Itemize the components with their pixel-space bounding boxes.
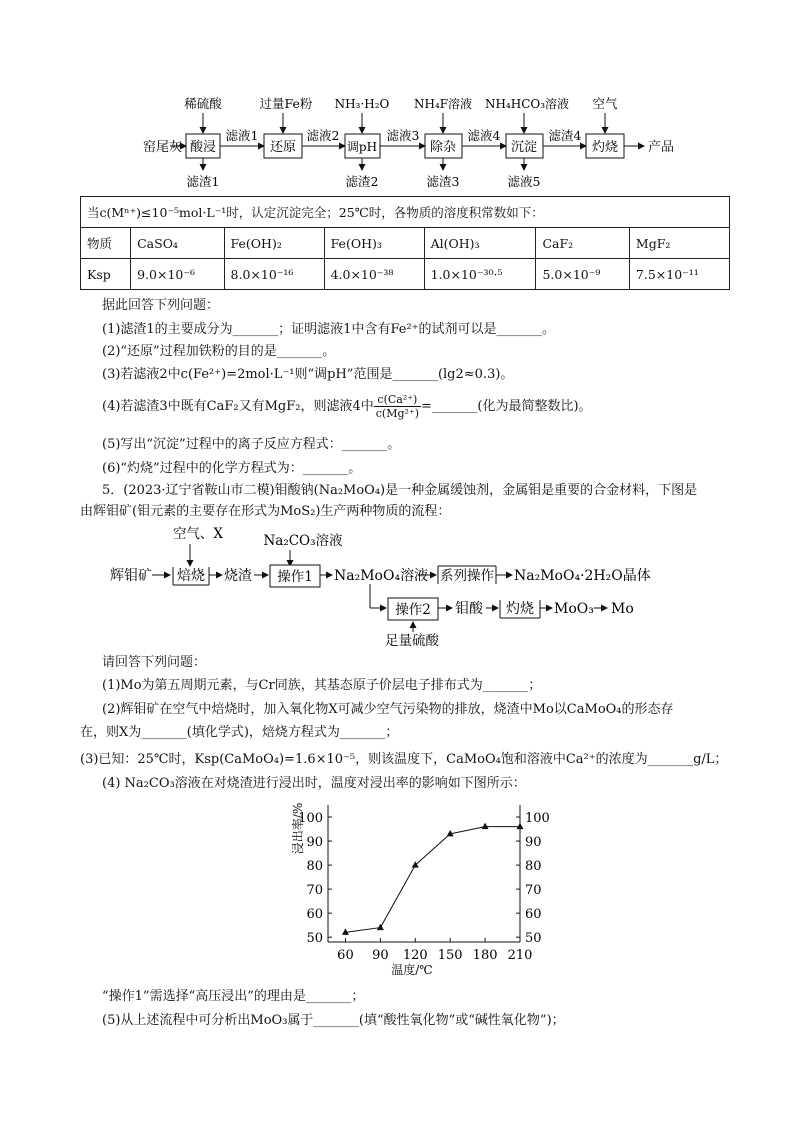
flow2-moo3: MoO₃ bbox=[554, 601, 594, 617]
flow1-start: 窑尾灰 bbox=[143, 140, 183, 155]
flow2-start: 辉钼矿 bbox=[110, 568, 152, 584]
flow1-reagent-6: 空气 bbox=[592, 96, 618, 111]
x-axis-label: 温度/℃ bbox=[391, 963, 433, 977]
data-point bbox=[482, 823, 489, 830]
flow2-reagent-na2co3: Na₂CO₃溶液 bbox=[263, 533, 343, 549]
y-tick-label-right: 90 bbox=[525, 835, 542, 851]
y-tick-label-left: 90 bbox=[306, 835, 323, 851]
svg-text:灼烧: 灼烧 bbox=[506, 601, 534, 617]
ratio-fraction: $\frac{\text{c(Ca²⁺)}}{\text{c(Mg²⁺)}}$ bbox=[375, 393, 420, 420]
q4-question-2: (2)“还原”过程加铁粉的目的是_______。 bbox=[102, 344, 336, 359]
flowchart-1 bbox=[0, 88, 800, 198]
flow2-box-burn bbox=[500, 600, 540, 618]
x-tick-label: 150 bbox=[437, 948, 463, 963]
y-tick-label-left: 70 bbox=[306, 883, 323, 899]
y-tick-label-right: 60 bbox=[525, 907, 542, 923]
flow2-mo: Mo bbox=[611, 601, 634, 617]
flow2-solution: Na₂MoO₄溶液 bbox=[334, 568, 429, 584]
y-tick-label-left: 50 bbox=[306, 931, 323, 947]
y-tick-label-left: 60 bbox=[306, 907, 323, 923]
table-caption: 当c(Mⁿ⁺)≤10⁻⁵mol·L⁻¹时，认定沉淀完全；25℃时，各物质的溶度积常数如下： bbox=[81, 197, 730, 228]
q4-question-1: (1)滤渣1的主要成分为_______；证明滤液1中含有Fe²⁺的试剂可以是_______。 bbox=[102, 322, 556, 337]
flow1-filtrate-2: 滤液2 bbox=[306, 128, 340, 143]
x-tick-label: 120 bbox=[402, 948, 428, 963]
series-line bbox=[345, 827, 520, 933]
flow2-reagent-air-x: 空气、X bbox=[172, 526, 224, 542]
q5-question-2a: (2)辉钼矿在空气中焙烧时，加入氧化物X可减少空气污染物的排放，烧渣中Mo以CaMoO₄的形态存 bbox=[102, 702, 674, 717]
leach-rate-chart bbox=[280, 795, 570, 990]
x-tick-label: 90 bbox=[372, 948, 389, 963]
data-point bbox=[517, 823, 524, 830]
problem5-line-1: 5．(2023·辽宁省鞍山市二模)钼酸钠(Na₂MoO₄)是一种金属缓蚀剂，金属钼是重要的合金材料，下图是 bbox=[102, 483, 698, 498]
q4-question-5: (5)写出“沉淀”过程中的离子反应方程式：_______。 bbox=[102, 437, 401, 452]
flow1-residue-1: 滤渣1 bbox=[186, 174, 220, 189]
flow1-box-precipitate bbox=[506, 134, 543, 158]
flow1-box-ph bbox=[345, 134, 380, 158]
flow2-box-series bbox=[438, 566, 496, 584]
x-tick-label: 210 bbox=[507, 948, 533, 963]
svg-text:焙烧: 焙烧 bbox=[177, 568, 205, 584]
flow1-filtrate-1: 滤液1 bbox=[225, 128, 259, 143]
y-tick-label-left: 80 bbox=[306, 859, 323, 875]
q5-question-2b: 在，则X为_______(填化学式)，焙烧方程式为_______； bbox=[80, 725, 399, 740]
flowchart-2 bbox=[0, 520, 800, 650]
flow1-reagent-1: 稀硫酸 bbox=[184, 96, 222, 111]
flow1-box-impurity bbox=[425, 134, 462, 158]
flow2-box-op1 bbox=[270, 565, 320, 587]
flow2-box-roast bbox=[173, 567, 209, 585]
q5-question-3: (3)已知：25℃时，Ksp(CaMoO₄)=1.6×10⁻⁵，则该温度下，CaMoO₄饱和溶液中Ca²⁺的浓度为_______g/L； bbox=[80, 752, 728, 767]
ksp-table bbox=[80, 196, 730, 290]
y-tick-label-right: 70 bbox=[525, 883, 542, 899]
svg-text:系列操作: 系列操作 bbox=[440, 568, 494, 584]
table-row: 物质 CaSO₄ Fe(OH)₂ Fe(OH)₃ Al(OH)₃ CaF₂ MgF₂ bbox=[81, 228, 730, 259]
y-tick-label-left: 100 bbox=[298, 811, 323, 827]
svg-text:操作1: 操作1 bbox=[277, 569, 313, 585]
flow1-box-burn bbox=[586, 134, 624, 158]
svg-text:灼烧: 灼烧 bbox=[591, 140, 619, 155]
flow1-filtrate-3: 滤液3 bbox=[386, 128, 420, 143]
x-tick-label: 60 bbox=[337, 948, 354, 963]
flow1-filtrate-4: 滤液4 bbox=[467, 128, 501, 143]
flow2-bottom-reagent: 足量硫酸 bbox=[385, 633, 439, 649]
flow1-reagent-3: NH₃·H₂O bbox=[334, 97, 390, 111]
data-point bbox=[377, 924, 384, 931]
flow1-end: 产品 bbox=[648, 140, 675, 155]
q4-question-3: (3)若滤液2中c(Fe²⁺)=2mol·L⁻¹则“调pH”范围是_______(lg2≈0.3)。 bbox=[102, 367, 514, 382]
q5-question-1: (1)Mo为第五周期元素，与Cr同族，其基态原子价层电子排布式为_______； bbox=[102, 678, 542, 693]
svg-text:沉淀: 沉淀 bbox=[510, 140, 538, 155]
flow2-crystal: Na₂MoO₄·2H₂O晶体 bbox=[514, 568, 651, 584]
q5-question-4: (4) Na₂CO₃溶液在对烧渣进行浸出时，温度对浸出率的影响如下图所示： bbox=[102, 776, 526, 791]
svg-text:调pH: 调pH bbox=[346, 140, 378, 154]
q5-question-5: (5)从上述流程中可分析出MoO₃属于_______(填“酸性氧化物”或“碱性氧化物”)； bbox=[102, 1013, 565, 1028]
flow1-residue-3: 滤渣3 bbox=[426, 174, 460, 189]
flow1-filtrate-5: 滤渣4 bbox=[548, 128, 582, 143]
y-tick-label-right: 80 bbox=[525, 859, 542, 875]
flow1-reagent-5: NH₄HCO₃溶液 bbox=[484, 97, 570, 111]
flow1-reagent-4: NH₄F溶液 bbox=[413, 97, 473, 111]
q4-intro: 据此回答下列问题： bbox=[102, 298, 220, 313]
q5-after-chart: “操作1”需选择“高压浸出”的理由是_______； bbox=[102, 989, 365, 1004]
svg-text:操作2: 操作2 bbox=[395, 602, 431, 618]
flow2-acid: 钼酸 bbox=[455, 601, 483, 617]
flow1-box-acid bbox=[186, 134, 220, 158]
y-tick-label-right: 50 bbox=[525, 931, 542, 947]
x-tick-label: 180 bbox=[472, 948, 498, 963]
table-row: Ksp 9.0×10⁻⁶ 8.0×10⁻¹⁶ 4.0×10⁻³⁸ 1.0×10⁻³⁰·⁵ 5.0×10⁻⁹ 7.5×10⁻¹¹ bbox=[81, 259, 730, 290]
q4-question-4: (4)若滤渣3中既有CaF₂又有MgF₂，则滤液4中 $\frac{\text{c(Ca²⁺)}}{\text{c(Mg²⁺)}}$ =_______(化为最简整数比)。 bbox=[102, 393, 592, 420]
flow1-box-reduce bbox=[264, 134, 302, 158]
svg-text:还原: 还原 bbox=[269, 140, 297, 155]
flow1-residue-2: 滤渣2 bbox=[345, 174, 379, 189]
q4-question-6: (6)“灼烧”过程中的化学方程式为：_______。 bbox=[102, 461, 362, 476]
flow1-residue-4: 滤液5 bbox=[507, 174, 541, 189]
flow2-box-op2 bbox=[388, 598, 438, 620]
problem5-line-2: 由辉钼矿(钼元素的主要存在形式为MoS₂)生产两种物质的流程： bbox=[80, 504, 451, 519]
data-point bbox=[412, 861, 419, 868]
flow1-reagent-2: 过量Fe粉 bbox=[259, 96, 313, 111]
flow2-calcine: 烧渣 bbox=[224, 568, 252, 584]
y-axis-label: 浸出率/% bbox=[291, 802, 305, 855]
svg-text:除杂: 除杂 bbox=[429, 140, 457, 155]
svg-text:酸浸: 酸浸 bbox=[189, 140, 217, 155]
y-tick-label-right: 100 bbox=[525, 811, 550, 827]
q5-intro: 请回答下列问题： bbox=[102, 655, 207, 670]
